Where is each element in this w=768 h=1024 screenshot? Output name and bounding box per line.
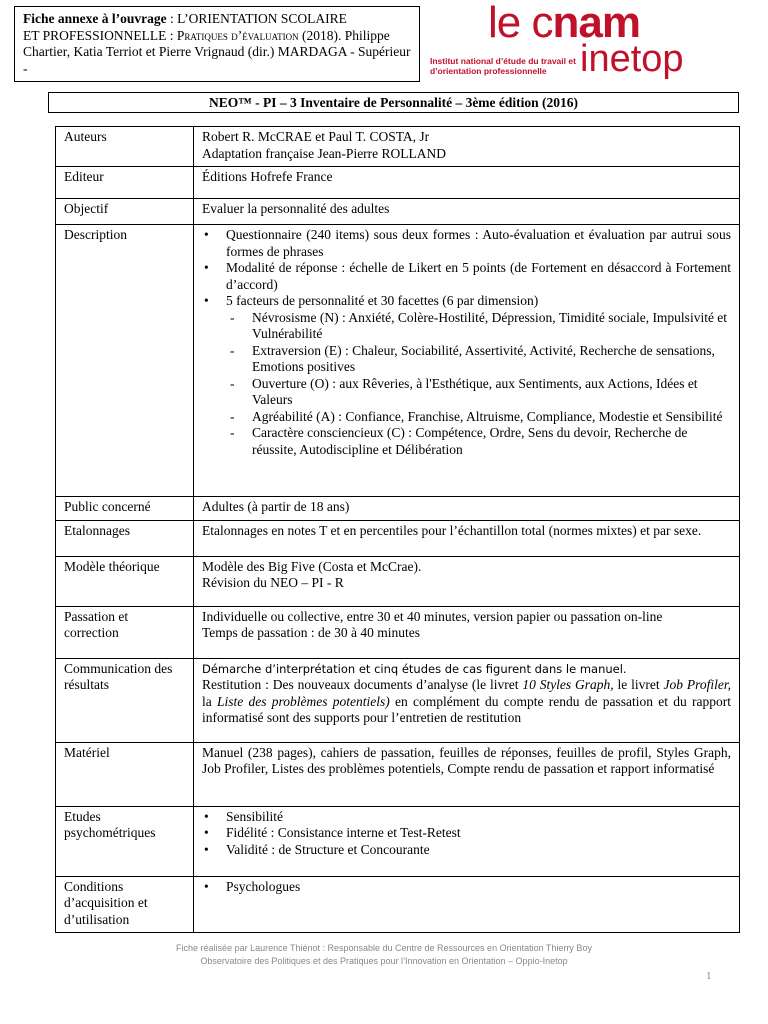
- logo-part2: nam: [552, 0, 640, 47]
- restitution-job-profiler: Job Profiler,: [663, 677, 731, 692]
- row-public: [56, 497, 740, 521]
- communication-restitution: [202, 677, 731, 727]
- value-etalonnages: Etalonnages en notes T et en percentiles pour l’échantillon total (normes mixtes) et par sexe.: [194, 520, 740, 556]
- value-communication: [194, 658, 740, 742]
- modele-line1: Modèle des Big Five (Costa et McCrae).: [202, 558, 422, 574]
- cnam-inetop-logo: [430, 0, 730, 84]
- reference-label: Fiche annexe à l’ouvrage: [23, 11, 167, 26]
- value-passation: [194, 606, 740, 658]
- value-modele: [194, 556, 740, 606]
- row-etalonnages: [56, 520, 740, 556]
- label-etudes: Etudes psychométriques: [56, 806, 194, 876]
- row-conditions: [56, 876, 740, 933]
- restitution-liste: Liste des problèmes potentiels): [217, 693, 390, 709]
- etudes-item: • Fidélité : Consistance interne et Test-Retest: [226, 825, 731, 842]
- description-facets: 5 facteurs de personnalité et 30 facettes (6 par dimension): [226, 293, 539, 308]
- value-public: Adultes (à partir de 18 ans): [194, 497, 740, 521]
- label-materiel: Matériel: [56, 742, 194, 806]
- book-authors: (2018). Philippe Chartier, Katia Terriot et Pierre Vrignaud (dir.) MARDAGA - Supérieur -: [23, 27, 411, 76]
- label-public: Public concerné: [56, 497, 194, 521]
- row-auteurs: [56, 127, 740, 167]
- label-conditions: Conditions d’acquisition et d’utilisation: [56, 876, 194, 933]
- label-modele: Modèle théorique: [56, 556, 194, 606]
- row-description: [56, 225, 740, 497]
- label-description: Description: [56, 225, 194, 497]
- logo-part1: le c: [488, 0, 553, 47]
- restitution-text1: Restitution : Des nouveaux documents d’analyse (le livret: [202, 677, 523, 692]
- book-title-line2: ET PROFESSIONNELLE: [23, 27, 167, 43]
- etudes-item: • Validité : de Structure et Concourante: [226, 842, 731, 859]
- label-communication: Communication des résultats: [56, 658, 194, 742]
- description-list: [202, 227, 731, 458]
- logo-inetop: inetop: [580, 38, 684, 80]
- facet-item: - Extraversion (E) : Chaleur, Sociabilité, Assertivité, Activité, Recherche de sensations, Emotions positives: [252, 343, 731, 376]
- facet-item: - Agréabilité (A) : Confiance, Franchise, Altruisme, Compliance, Modestie et Sensibilité: [252, 409, 731, 426]
- facet-item: - Ouverture (O) : aux Rêveries, à l'Esthétique, aux Sentiments, aux Actions, Idées et Valeurs: [252, 376, 731, 409]
- row-objectif: [56, 199, 740, 225]
- description-item: [226, 293, 731, 458]
- restitution-text2: le livret: [613, 677, 664, 692]
- value-editeur: Éditions Hofrefe France: [194, 167, 740, 199]
- communication-line1: Démarche d’interprétation et cinq études de cas figurent dans le manuel.: [202, 661, 627, 676]
- restitution-text4: en complément du compte rendu de passation et du rapport informatisé sont des supports pour l’entretien de restitution: [202, 693, 732, 725]
- value-materiel: Manuel (238 pages), cahiers de passation, feuilles de réponses, feuilles de profil, Styles Graph, Job Profiler, Listes des problèmes potentiels, Compte rendu de passation et rapport informatisé: [194, 742, 740, 806]
- passation-line2: Temps de passation : de 30 à 40 minutes: [202, 625, 421, 640]
- document-title: NEO™ - PI – 3 Inventaire de Personnalité – 3ème édition (2016): [48, 92, 739, 113]
- facet-item: - Névrosisme (N) : Anxiété, Colère-Hostilité, Dépression, Timidité sociale, Impulsivité et Vulnérabilité: [252, 310, 731, 343]
- auteurs-line2: Adaptation française Jean-Pierre ROLLAND: [202, 145, 447, 161]
- row-communication: [56, 658, 740, 742]
- restitution-text3: la: [202, 693, 218, 709]
- footer-line1: Fiche réalisée par Laurence Thiénot : Responsable du Centre de Ressources en Orientation Thierry Boy: [176, 943, 592, 953]
- page-footer: [0, 942, 768, 968]
- modele-line2: Révision du NEO – PI - R: [202, 575, 344, 590]
- value-description: [194, 225, 740, 497]
- book-subtitle: Pratiques d’évaluation: [176, 27, 299, 43]
- book-title-line1: L’ORIENTATION SCOLAIRE: [177, 11, 347, 26]
- row-etudes: [56, 806, 740, 876]
- conditions-item: • Psychologues: [226, 879, 731, 896]
- label-auteurs: Auteurs: [56, 127, 194, 167]
- row-passation: [56, 606, 740, 658]
- value-auteurs: [194, 127, 740, 167]
- facet-item: - Caractère consciencieux (C) : Compétence, Ordre, Sens du devoir, Recherche de réussite, Autodiscipline et Délibération: [252, 425, 731, 458]
- reference-sep2: :: [166, 27, 177, 43]
- auteurs-line1: Robert R. McCRAE et Paul T. COSTA, Jr: [202, 129, 430, 144]
- value-conditions: [194, 876, 740, 933]
- value-etudes: [194, 806, 740, 876]
- row-editeur: [56, 167, 740, 199]
- row-materiel: [56, 742, 740, 806]
- description-item: • Modalité de réponse : échelle de Likert en 5 points (de Fortement en désaccord à Fortement d’accord): [226, 260, 731, 293]
- footer-line2: Observatoire des Politiques et des Pratiques pour l’Innovation en Orientation – Oppio-Inetop: [200, 956, 568, 966]
- page-number: 1: [706, 970, 712, 982]
- etudes-item: • Sensibilité: [226, 809, 731, 826]
- logo-tagline: Institut national d’étude du travail et d’orientation professionnelle: [430, 56, 576, 76]
- etudes-list: [202, 809, 731, 859]
- reference-sep: :: [166, 11, 178, 26]
- row-modele: [56, 556, 740, 606]
- label-objectif: Objectif: [56, 199, 194, 225]
- passation-line1: Individuelle ou collective, entre 30 et 40 minutes, version papier ou passation on-line: [202, 608, 663, 624]
- label-passation: Passation et correction: [56, 606, 194, 658]
- value-objectif: Evaluer la personnalité des adultes: [194, 199, 740, 225]
- label-etalonnages: Etalonnages: [56, 520, 194, 556]
- conditions-list: [202, 879, 731, 896]
- facets-list: [226, 310, 731, 459]
- description-item: • Questionnaire (240 items) sous deux formes : Auto-évaluation et évaluation par autrui sous formes de phrases: [226, 227, 731, 260]
- restitution-styles-graph: 10 Styles Graph,: [522, 677, 614, 692]
- reference-box: [14, 6, 420, 82]
- label-editeur: Editeur: [56, 167, 194, 199]
- test-info-table: [55, 126, 740, 933]
